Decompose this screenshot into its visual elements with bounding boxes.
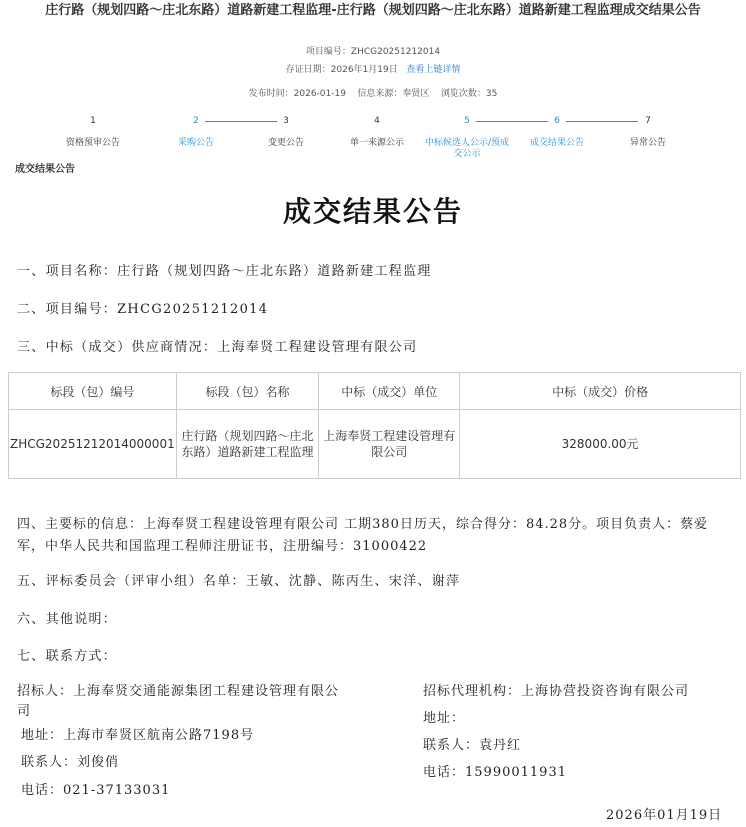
step-5[interactable]: 5 中标候选人公示/预成交公示 [424, 116, 510, 159]
section-other: 六、其他说明： [17, 612, 118, 627]
publish-date: 发布时间：2026-01-19 [248, 89, 346, 99]
project-number: 项目编号：ZHCG20251212014 [305, 47, 441, 57]
table-row [9, 410, 741, 479]
cell-lot-name: 庄行路（规划四路～庄北东路）道路新建工程监理 [176, 410, 318, 479]
step-7[interactable]: 7 异常公告 [629, 116, 666, 148]
step-6[interactable]: 6 成交结果公告 [529, 116, 584, 148]
agency-phone: 电话：15990011931 [423, 765, 567, 780]
section-supplier: 三、中标（成交）供应商情况：上海奉贤工程建设管理有限公司 [17, 340, 418, 355]
tenderer-org: 招标人：上海奉贤交通能源集团工程建设管理有限公司 [17, 684, 340, 719]
tenderer-contact: 联系人：刘俊俏 [21, 755, 120, 770]
chain-detail-link[interactable]: 查看上链详情 [406, 65, 461, 75]
agency-org: 招标代理机构：上海协营投资咨询有限公司 [423, 684, 690, 699]
step-3[interactable]: 3 变更公告 [267, 116, 304, 148]
col-lot-number: 标段（包）编号 [9, 373, 177, 410]
process-steps [0, 114, 746, 164]
view-count: 浏览次数：35 [440, 89, 498, 99]
breadcrumb: 成交结果公告 [15, 164, 75, 175]
publish-info-line [0, 86, 746, 99]
step-4[interactable]: 4 单一来源公示 [349, 116, 404, 148]
step-2[interactable]: 2 采购公告 [177, 116, 214, 148]
cell-winner: 上海奉贤工程建设管理有限公司 [319, 410, 460, 479]
project-number-line [0, 44, 746, 57]
col-lot-name: 标段（包）名称 [176, 373, 318, 410]
table-header-row [9, 373, 741, 410]
cell-price: 328000.00元 [460, 410, 741, 479]
col-price: 中标（成交）价格 [460, 373, 741, 410]
info-source: 信息来源：奉贤区 [357, 89, 430, 99]
section-contact: 七、联系方式： [17, 649, 118, 664]
result-table [8, 372, 741, 479]
tenderer-phone: 电话：021-37133031 [21, 783, 171, 798]
col-winner: 中标（成交）单位 [319, 373, 460, 410]
section-committee: 五、评标委员会（评审小组）名单：王敏、沈静、陈丙生、宋洋、谢萍 [17, 574, 461, 589]
cell-lot-number: ZHCG20251212014000001 [9, 410, 177, 479]
section-main-info: 四、主要标的信息：上海奉贤工程建设管理有限公司 工期380日历天，综合得分：84.28分。项目负责人：蔡爱军，中华人民共和国监理工程师注册证书，注册编号：31000422 [17, 517, 709, 554]
notice-title: 庄行路（规划四路～庄北东路）道路新建工程监理-庄行路（规划四路～庄北东路）道路新建工程监理成交结果公告 [45, 3, 701, 18]
tenderer-address: 地址：上海市奉贤区航南公路7198号 [21, 728, 255, 743]
deposit-date: 存证日期：2026年1月19日 [285, 65, 398, 75]
section-project-number: 二、项目编号：ZHCG20251212014 [17, 302, 269, 317]
section-project-name: 一、项目名称：庄行路（规划四路～庄北东路）道路新建工程监理 [17, 264, 432, 279]
notice-date: 2026年01月19日 [606, 808, 723, 823]
deposit-line [0, 62, 746, 75]
page-title: 成交结果公告 [282, 195, 463, 228]
agency-address: 地址： [423, 711, 466, 726]
step-1[interactable]: 1 资格预审公告 [65, 116, 120, 148]
agency-contact: 联系人：袁丹红 [423, 738, 522, 753]
